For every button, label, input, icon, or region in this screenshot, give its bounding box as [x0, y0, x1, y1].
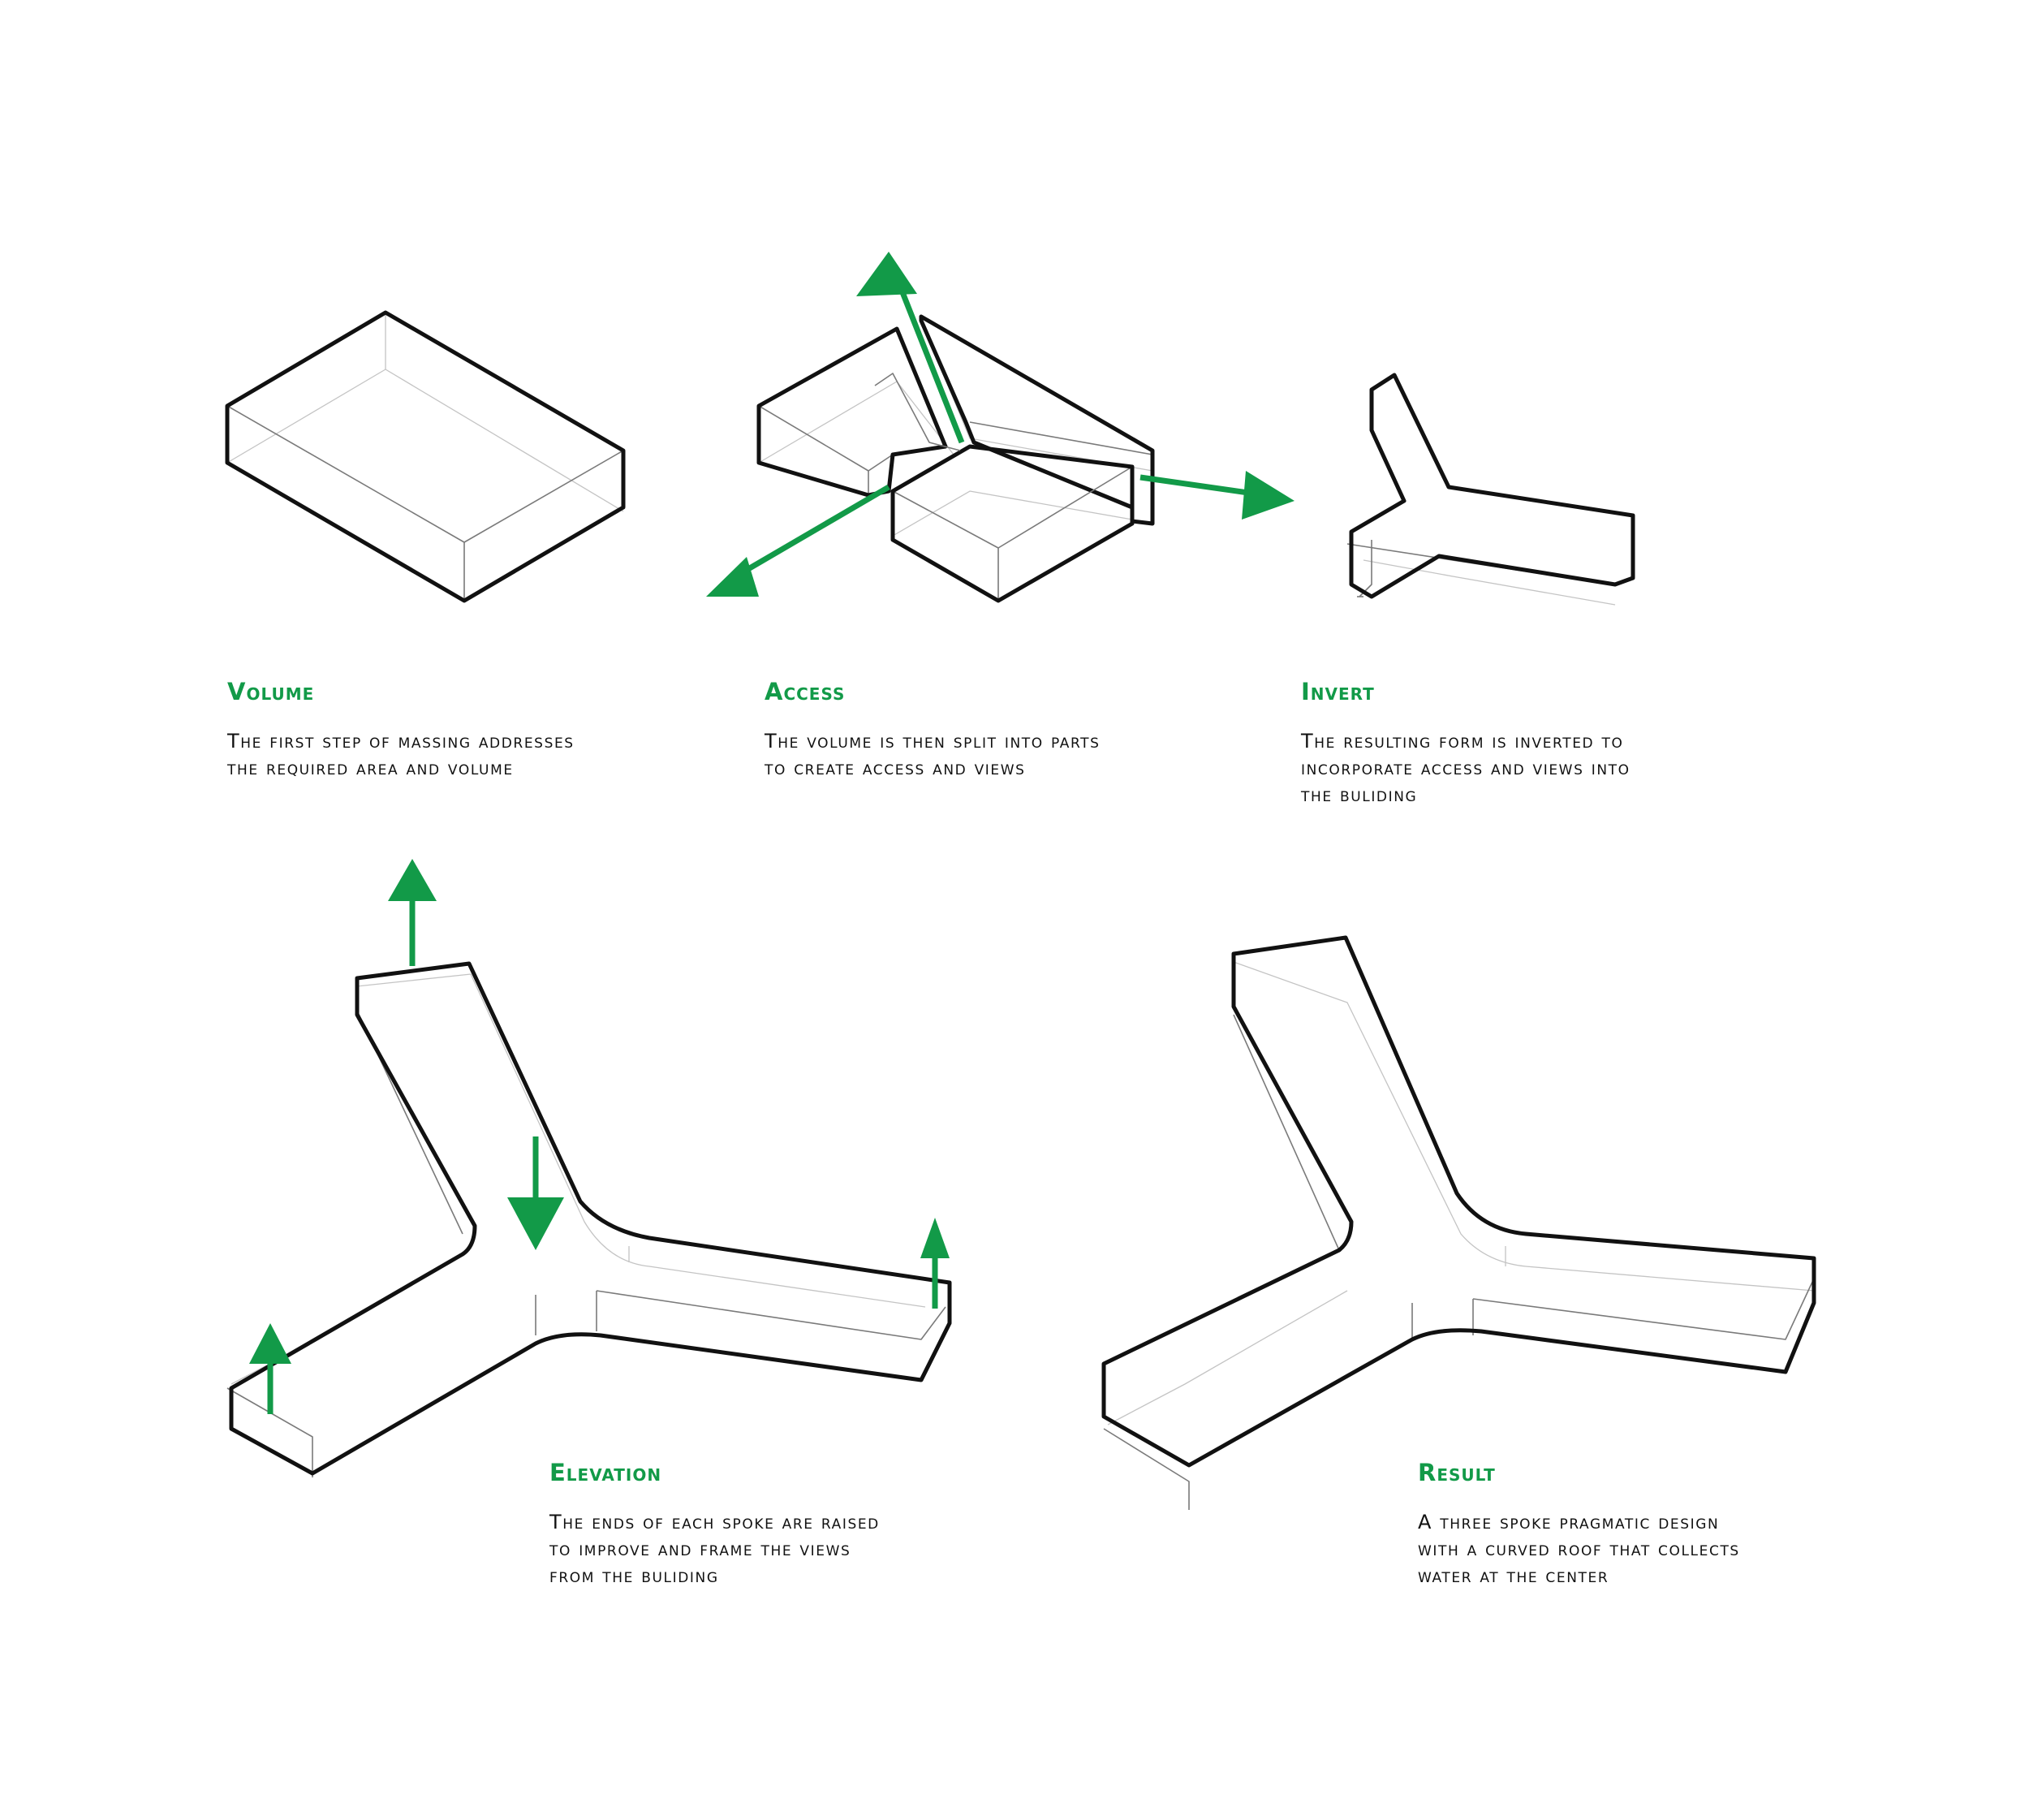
step-elevation-line-3: from the buliding	[549, 1564, 719, 1587]
step-elevation-line-2: to improve and frame the views	[549, 1538, 851, 1560]
step-access-line-2: to create access and views	[765, 757, 1026, 779]
elevation-arrows	[249, 859, 950, 1414]
step-volume	[227, 678, 575, 782]
step-elevation-description	[549, 1509, 880, 1589]
step-invert-title: Invert	[1301, 678, 1375, 705]
step-elevation-title: Elevation	[549, 1459, 662, 1486]
step-volume-title: Volume	[227, 678, 315, 705]
step-invert-line-2: incorporate access and views into	[1301, 757, 1631, 779]
step-invert-line-1: The resulting form is inverted to	[1301, 730, 1624, 753]
step-access-title: Access	[765, 678, 846, 705]
step-elevation-line-1: The ends of each spoke are raised	[549, 1511, 880, 1533]
step-result-line-1: A three spoke pragmatic design	[1418, 1511, 1720, 1533]
access-split-volumes	[759, 317, 1152, 601]
elevation-y-form	[227, 964, 950, 1477]
step-result	[1418, 1459, 1740, 1589]
step-volume-description	[227, 728, 575, 782]
step-volume-line-1: The first step of massing addresses	[227, 730, 575, 753]
step-result-line-3: water at the center	[1418, 1564, 1609, 1587]
step-result-title: Result	[1418, 1459, 1496, 1486]
step-volume-line-2: the required area and volume	[227, 757, 514, 779]
step-access-line-1: The volume is then split into parts	[765, 730, 1101, 753]
step-invert-line-3: the buliding	[1301, 783, 1418, 806]
step-invert-description	[1301, 728, 1631, 809]
step-access	[765, 678, 1101, 782]
step-elevation	[549, 1459, 880, 1589]
result-y-form	[1104, 938, 1814, 1510]
step-result-line-2: with a curved roof that collects	[1418, 1538, 1740, 1560]
access-arrows	[706, 252, 1295, 597]
volume-box	[227, 313, 623, 601]
step-invert	[1301, 678, 1631, 809]
step-result-description	[1418, 1509, 1740, 1589]
step-access-description	[765, 728, 1101, 782]
